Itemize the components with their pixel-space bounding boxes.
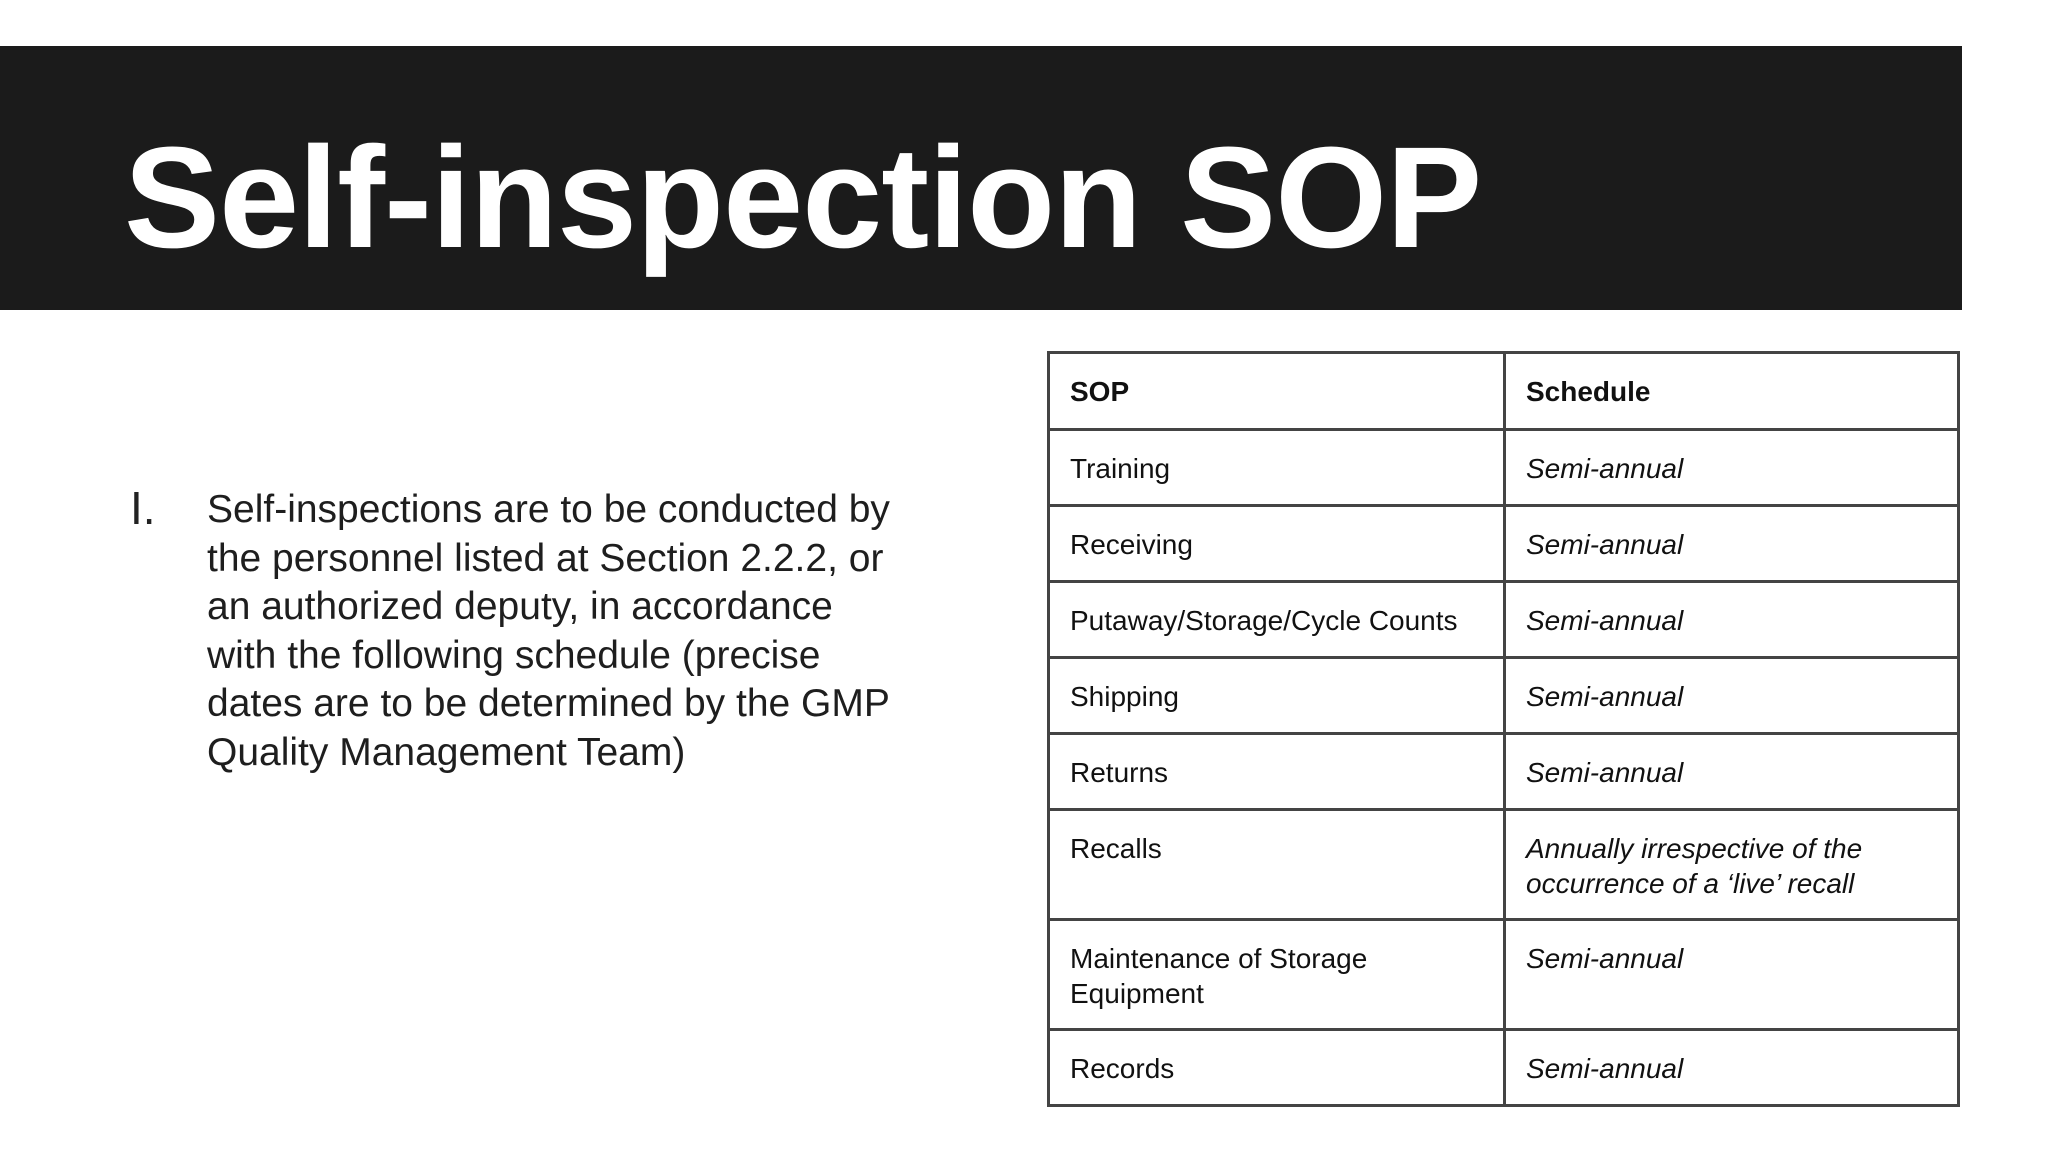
body-list-item xyxy=(130,482,890,777)
table-row xyxy=(1049,506,1959,582)
schedule-cell: Semi-annual xyxy=(1505,582,1959,658)
table-row xyxy=(1049,734,1959,810)
table-row xyxy=(1049,582,1959,658)
schedule-cell: Semi-annual xyxy=(1505,734,1959,810)
schedule-cell: Semi-annual xyxy=(1505,1030,1959,1106)
table-row xyxy=(1049,1030,1959,1106)
schedule-cell: Semi-annual xyxy=(1505,430,1959,506)
table-row xyxy=(1049,430,1959,506)
schedule-cell: Semi-annual xyxy=(1505,920,1959,1030)
body-paragraph: Self-inspections are to be conducted by the personnel listed at Section 2.2.2, or an authorized deputy, in accordance with the following schedule (precise dates are to be determined by the GMP Quality Management Team) xyxy=(207,488,890,774)
schedule-cell: Annually irrespective of the occurrence of a ‘live’ recall xyxy=(1505,810,1959,920)
list-marker: I. xyxy=(130,482,156,534)
sop-cell: Maintenance of Storage Equipment xyxy=(1049,920,1505,1030)
sop-cell: Shipping xyxy=(1049,658,1505,734)
sop-cell: Putaway/Storage/Cycle Counts xyxy=(1049,582,1505,658)
table-header-row xyxy=(1049,353,1959,430)
header-schedule: Schedule xyxy=(1505,353,1959,430)
header-sop: SOP xyxy=(1049,353,1505,430)
sop-cell: Receiving xyxy=(1049,506,1505,582)
sop-schedule-table xyxy=(1047,351,1960,1107)
sop-cell: Returns xyxy=(1049,734,1505,810)
table-row xyxy=(1049,810,1959,920)
slide-title: Self-inspection SOP xyxy=(124,117,1482,278)
table-row xyxy=(1049,658,1959,734)
sop-cell: Recalls xyxy=(1049,810,1505,920)
schedule-cell: Semi-annual xyxy=(1505,506,1959,582)
table-row xyxy=(1049,920,1959,1030)
sop-cell: Records xyxy=(1049,1030,1505,1106)
sop-cell: Training xyxy=(1049,430,1505,506)
schedule-cell: Semi-annual xyxy=(1505,658,1959,734)
